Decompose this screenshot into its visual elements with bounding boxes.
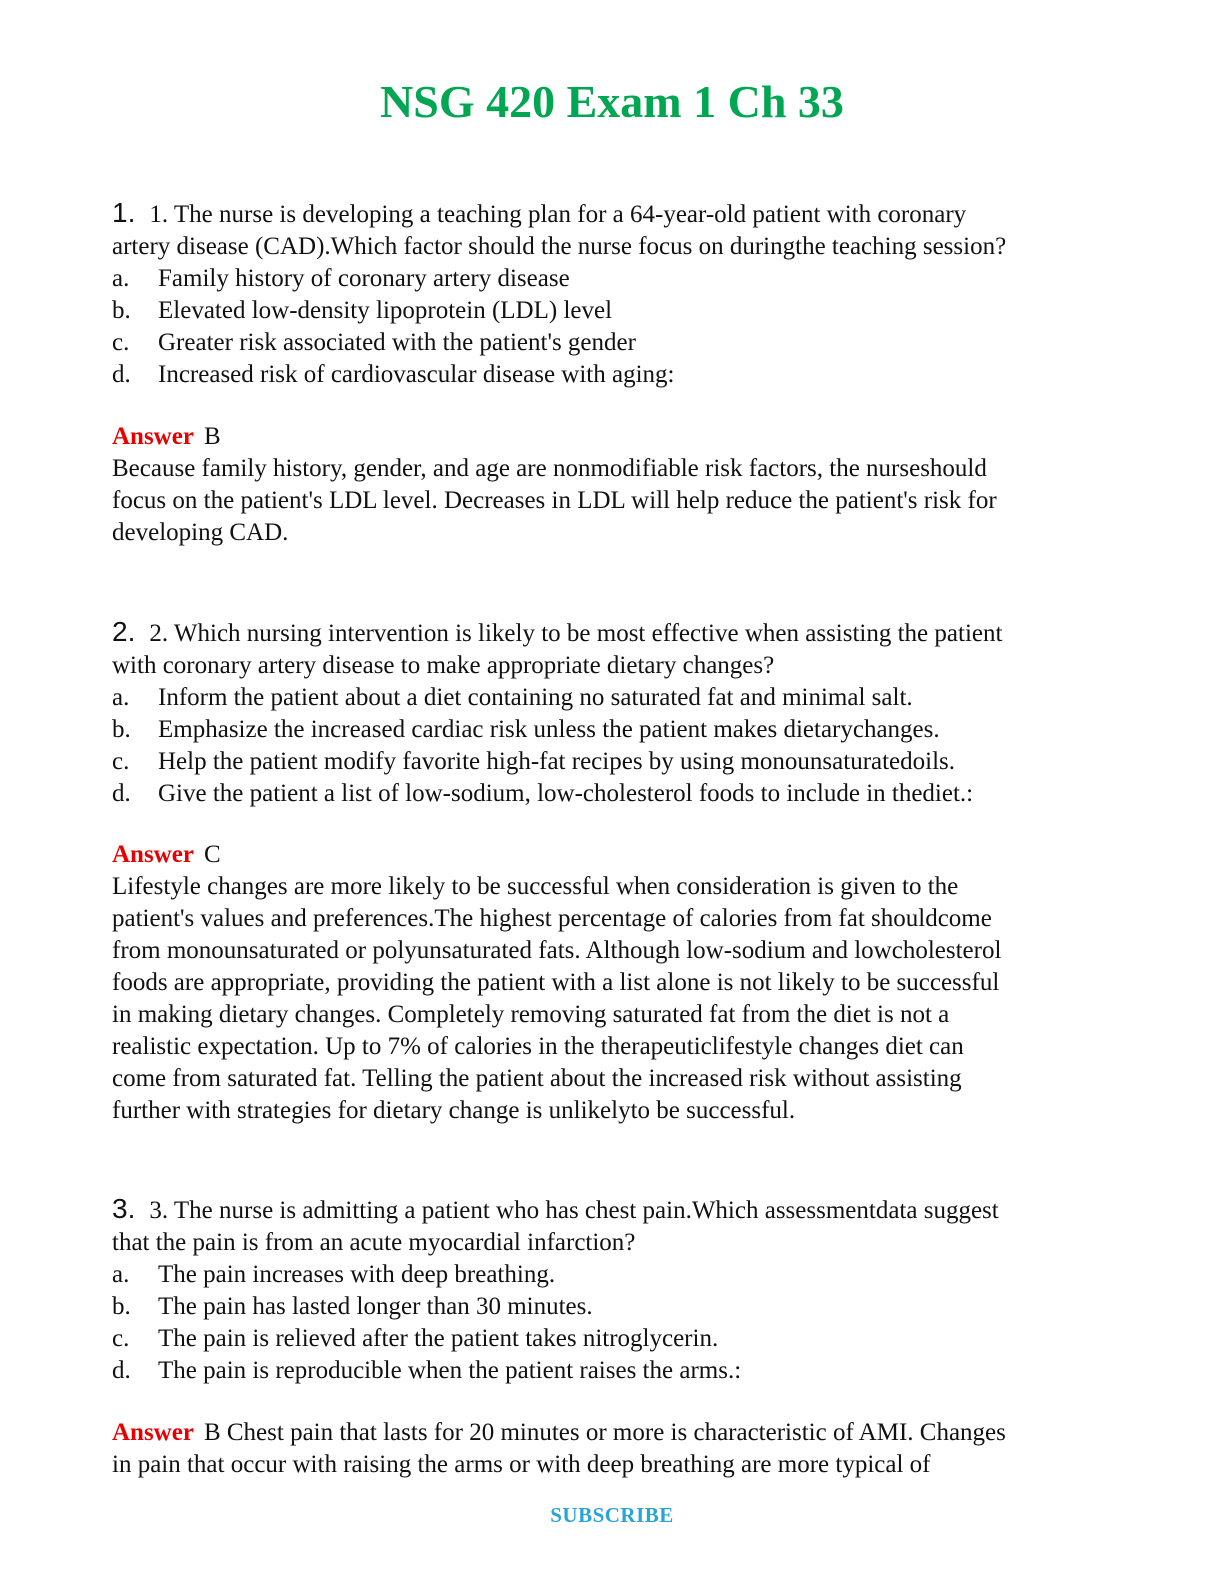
- answer-2-explanation-line: realistic expectation. Up to 7% of calories in the therapeuticlifestyle changes diet can: [112, 1033, 964, 1060]
- answer-1-explanation-line: focus on the patient's LDL level. Decreases in LDL will help reduce the patient's risk for: [112, 487, 997, 514]
- answer-2-label: Answer: [112, 841, 194, 868]
- page-title: NSG 420 Exam 1 Ch 33: [380, 76, 844, 127]
- answer-3-label: Answer: [112, 1419, 194, 1446]
- question-2-option-c: c. Help the patient modify favorite high-fat recipes by using monounsaturatedoils.: [112, 748, 956, 775]
- answer-2-value: C: [203, 841, 221, 868]
- answer-3-explanation-line: Chest pain that lasts for 20 minutes or more is characteristic of AMI. Changes: [226, 1419, 1006, 1446]
- answer-2-explanation-line: from monounsaturated or polyunsaturated fats. Although low-sodium and lowcholesterol: [112, 937, 1002, 964]
- answer-1: [112, 421, 1112, 549]
- answer-3-value: B: [203, 1419, 221, 1446]
- question-1-option-b: b. Elevated low-density lipoprotein (LDL) level: [112, 297, 613, 324]
- answer-2-explanation-line: foods are appropriate, providing the patient with a list alone is not likely to be successful: [112, 969, 1000, 996]
- question-3-number: 3.: [112, 1193, 136, 1224]
- question-3-option-d: d. The pain is reproducible when the patient raises the arms.:: [112, 1357, 742, 1384]
- subscribe-link[interactable]: SUBSCRIBE: [550, 1503, 674, 1527]
- question-1-option-a: a. Family history of coronary artery disease: [112, 265, 570, 292]
- question-2-stem-line-1: 2. 2. Which nursing intervention is likely to be most effective when assisting the patient: [112, 616, 1003, 647]
- answer-2-explanation-line: in making dietary changes. Completely removing saturated fat from the diet is not a: [112, 1001, 950, 1028]
- question-1-option-d: d. Increased risk of cardiovascular disease with aging:: [112, 361, 675, 388]
- question-3-option-a: a. The pain increases with deep breathing.: [112, 1261, 556, 1288]
- question-2-option-d: d. Give the patient a list of low-sodium, low-cholesterol foods to include in thediet.:: [112, 780, 974, 807]
- question-2-stem-line-2: with coronary artery disease to make appropriate dietary changes?: [112, 652, 775, 679]
- answer-1-header: [112, 421, 1112, 453]
- question-2-number: 2.: [112, 616, 136, 647]
- question-2: [112, 616, 1112, 810]
- answer-2: [112, 839, 1112, 1127]
- question-3-option-c: c. The pain is relieved after the patient takes nitroglycerin.: [112, 1325, 719, 1352]
- question-3-option-b: b. The pain has lasted longer than 30 minutes.: [112, 1293, 593, 1320]
- question-1-option-c: c. Greater risk associated with the patient's gender: [112, 329, 636, 356]
- answer-3-header: [112, 1417, 1112, 1449]
- answer-3: [112, 1417, 1112, 1481]
- answer-2-explanation-line: come from saturated fat. Telling the patient about the increased risk without assisting: [112, 1065, 962, 1092]
- question-1-stem-line-2: artery disease (CAD).Which factor should the nurse focus on duringthe teaching session?: [112, 233, 1007, 260]
- question-1-stem-line-1: 1. 1. The nurse is developing a teaching plan for a 64-year-old patient with coronary: [112, 197, 967, 228]
- answer-1-label: Answer: [112, 423, 194, 450]
- question-3-stem-line-2: that the pain is from an acute myocardial infarction?: [112, 1229, 636, 1256]
- answer-1-value: B: [203, 423, 221, 450]
- answer-2-explanation-line: further with strategies for dietary change is unlikelyto be successful.: [112, 1097, 796, 1124]
- answer-3-explanation-line: in pain that occur with raising the arms or with deep breathing are more typical of: [112, 1451, 931, 1478]
- answer-2-explanation-line: patient's values and preferences.The highest percentage of calories from fat shouldcome: [112, 905, 992, 932]
- question-1: [112, 197, 1112, 391]
- question-2-option-a: a. Inform the patient about a diet containing no saturated fat and minimal salt.: [112, 684, 913, 711]
- answer-1-explanation-line: developing CAD.: [112, 519, 289, 546]
- question-3-stem-line-1: 3. 3. The nurse is admitting a patient who has chest pain.Which assessmentdata suggest: [112, 1193, 999, 1224]
- answer-2-header: [112, 839, 1112, 871]
- question-3: [112, 1193, 1112, 1387]
- answer-1-explanation-line: Because family history, gender, and age are nonmodifiable risk factors, the nurseshould: [112, 455, 987, 482]
- question-1-number: 1.: [112, 197, 136, 228]
- question-2-option-b: b. Emphasize the increased cardiac risk unless the patient makes dietarychanges.: [112, 716, 940, 743]
- answer-2-explanation-line: Lifestyle changes are more likely to be successful when consideration is given to the: [112, 873, 959, 900]
